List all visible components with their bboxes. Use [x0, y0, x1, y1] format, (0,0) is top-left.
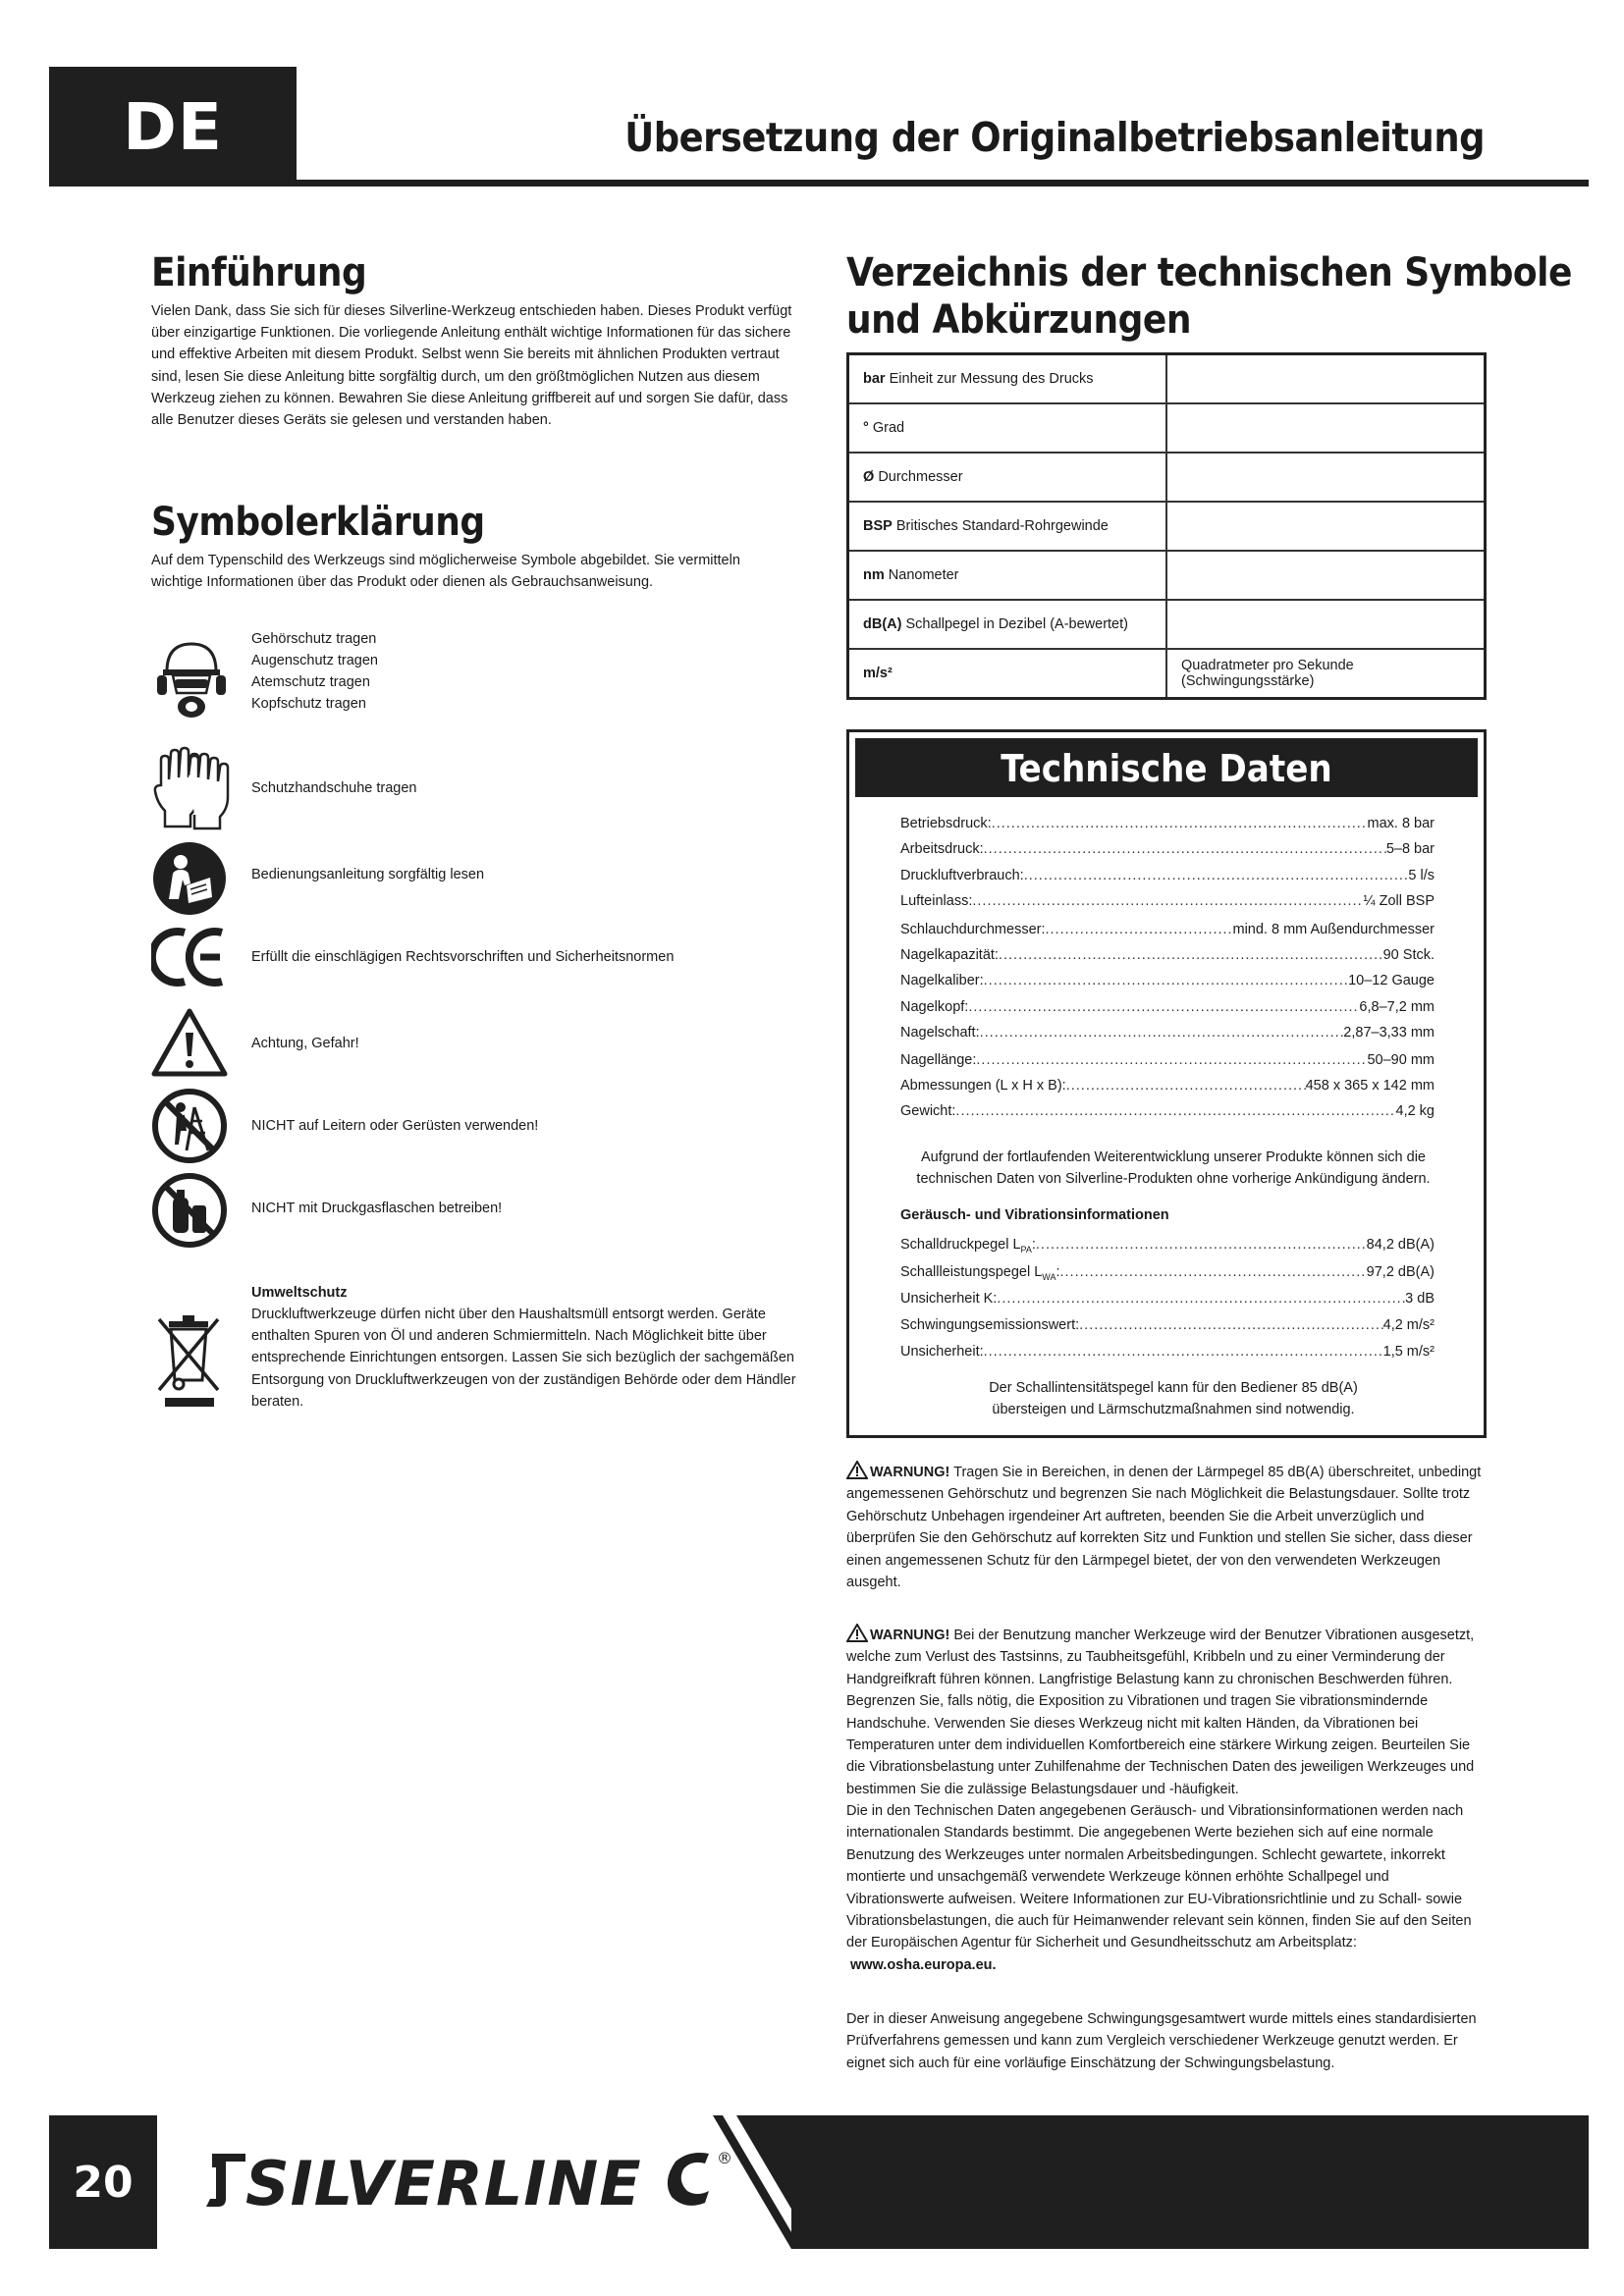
abbreviation-right-cell	[1166, 600, 1486, 649]
abbreviation-row	[848, 403, 1486, 453]
spec-row	[900, 920, 1435, 939]
tech-data-box	[846, 729, 1487, 1438]
info-text: Die in den Technischen Daten angegebenen Geräusch- und Vibrationsinformationen werden nach internationalen Standards bestimmt. Die angegebenen Werte beziehen sich auf eine normale Benutzung des Werkzeuges unter normalen Arbeitsbedingungen. Schlecht gewartete, inkorrekt montierte und unsachgemäß verwendete Werkzeuge können erhöhte Schallpegel und Vibrationswerte aufweisen. Weitere Informationen zur EU-Vibrationsrichtlinie und zu Schall- sowie Vibrationsbelastungen, die auch für Heimanwender relevant sein können, finden Sie auf den Seiten der Europäischen Agentur für Sicherheit und Gesundheitsschutz am Arbeitsplatz:	[846, 1803, 1472, 1951]
spec-row	[900, 891, 1435, 911]
spec-label: Nagellänge:	[900, 1052, 977, 1068]
symbol-text-no-ladder: NICHT auf Leitern oder Gerüsten verwenden!	[251, 1118, 539, 1134]
spec-value: 97,2 dB(A)	[1366, 1264, 1435, 1280]
spec-label: Nagelkapazität:	[900, 947, 999, 963]
spec-row	[900, 1101, 1435, 1121]
ce-mark-icon	[151, 925, 228, 989]
abbreviation-row	[848, 354, 1486, 404]
spec-leader	[968, 997, 1359, 1017]
safety-gear-icon	[151, 636, 232, 724]
abbreviation-row	[848, 649, 1486, 699]
no-gas-cylinder-icon	[151, 1172, 228, 1249]
spec-value: 6,8–7,2 mm	[1359, 999, 1435, 1015]
abbreviation-cell	[848, 453, 1167, 502]
warning-triangle-icon	[846, 1624, 868, 1642]
abbreviation-symbol: BSP	[863, 518, 893, 534]
spec-value: 50–90 mm	[1367, 1052, 1435, 1068]
spec-value: 1,5 m/s²	[1382, 1344, 1435, 1360]
spec-leader	[955, 1101, 1395, 1121]
spec-leader	[997, 1289, 1405, 1308]
warning-noise	[846, 1461, 1487, 1593]
language-code-box	[49, 67, 297, 187]
gloves-icon	[151, 746, 232, 830]
spec-value: ¼ Zoll BSP	[1363, 893, 1435, 909]
spec-leader	[976, 1050, 1367, 1070]
spec-row	[900, 971, 1435, 990]
spec-value: 2,87–3,33 mm	[1343, 1025, 1435, 1041]
final-text: Der in dieser Anweisung angegebene Schwingungsgesamtwert wurde mittels eines standardisierten Prüfverfahrens gemessen und kann zum Vergleich verschiedener Werkzeuge genutzt werden. Er eignet sich auch für eine vorläufige Einschätzung der Schwingungsbelastung.	[846, 2011, 1477, 2071]
spec-label	[900, 1315, 1079, 1335]
spec-value: 84,2 dB(A)	[1366, 1237, 1435, 1253]
abbreviation-row	[848, 502, 1486, 551]
spec-row	[900, 1076, 1435, 1095]
abbreviation-cell	[848, 502, 1167, 551]
warning-triangle-icon	[846, 1461, 868, 1479]
spec-value: 5–8 bar	[1385, 841, 1435, 857]
spec-leader	[1046, 920, 1233, 939]
spec-leader	[984, 839, 1386, 859]
abbreviation-cell	[848, 649, 1167, 699]
silverline-logo	[206, 2142, 756, 2227]
spec-leader	[999, 945, 1383, 965]
spec-label-text: Unsicherheit K:	[900, 1291, 998, 1307]
spec-label: Abmessungen (L x H x B):	[900, 1078, 1066, 1094]
spec-label-sub: PA	[1020, 1244, 1032, 1255]
spec-row	[900, 814, 1435, 833]
spec-leader	[980, 1023, 1344, 1042]
spec-label-sub: WA	[1042, 1271, 1056, 1282]
spec-label: Schlauchdurchmesser:	[900, 922, 1046, 937]
spec-label: Gewicht:	[900, 1103, 956, 1119]
warning-text: Tragen Sie in Bereichen, in denen der Lärmpegel 85 dB(A) überschreitet, unbedingt angemessenen Gehörschutz und begrenzen Sie nach Möglichkeit die Belastungsdauer. Sollte trotz Gehörschutz Unbehagen irgendeiner Art auftreten, beenden Sie die Arbeit unverzüglich und überprüfen Sie den Gehörschutz auf korrekten Sitz und Funktion und stellen Sie sicher, dass dieser einen angemessenen Schutz für den Lärmpegel bietet, der von den verwendeten Werkzeugen ausgeht.	[846, 1465, 1482, 1591]
spec-row	[900, 945, 1435, 965]
intro-heading: Einführung	[151, 250, 367, 295]
spec-label-text: Schwingungsemissionswert:	[900, 1317, 1080, 1333]
noise-spec-row	[900, 1235, 1435, 1259]
spec-leader	[984, 1342, 1383, 1362]
abbreviation-right-cell: Quadratmeter pro Sekunde (Schwingungsstärke)	[1166, 649, 1486, 699]
noise-spec-row	[900, 1289, 1435, 1308]
logo-text: SILVERLINE	[245, 2148, 642, 2219]
symbol-line: Atemschutz tragen	[251, 674, 370, 690]
abbreviation-cell	[848, 551, 1167, 600]
abbreviation-symbol: dB(A)	[863, 616, 902, 632]
abbreviation-description: Durchmesser	[878, 469, 963, 485]
abbreviation-symbol: °	[863, 420, 869, 436]
spec-leader	[1066, 1076, 1306, 1095]
spec-label	[900, 1342, 984, 1362]
page-title: Übersetzung der Originalbetriebsanleitung	[624, 114, 1485, 161]
abbreviation-cell	[848, 403, 1167, 453]
spec-value: 5 l/s	[1408, 868, 1435, 883]
abbreviation-symbol: Ø	[863, 469, 875, 485]
abbreviation-row	[848, 600, 1486, 649]
osha-link[interactable]: www.osha.europa.eu.	[850, 1956, 997, 1973]
abbreviation-description: Einheit zur Messung des Drucks	[889, 371, 1094, 387]
abbreviation-right-cell	[1166, 502, 1486, 551]
warning-label: WARNUNG!	[870, 1465, 950, 1480]
spec-value: 4,2 kg	[1395, 1103, 1435, 1119]
spec-value: 4,2 m/s²	[1382, 1317, 1435, 1333]
abbreviation-right-cell	[1166, 354, 1486, 404]
symbol-line: Kopfschutz tragen	[251, 696, 366, 712]
symbol-text-gloves: Schutzhandschuhe tragen	[251, 780, 417, 796]
noise-spec-row	[900, 1262, 1435, 1287]
symbol-text-read-manual: Bedienungsanleitung sorgfältig lesen	[251, 867, 485, 882]
environment-title: Umweltschutz	[251, 1285, 348, 1301]
noise-note: Der Schallintensitätspegel kann für den Bediener 85 dB(A) übersteigen und Lärmschutzmaßnahmen sind notwendig.	[989, 1380, 1358, 1417]
abbreviation-row	[848, 453, 1486, 502]
spec-row	[900, 1050, 1435, 1070]
abbreviation-row	[848, 551, 1486, 600]
spec-value: max. 8 bar	[1367, 816, 1435, 831]
abbreviation-right-cell	[1166, 453, 1486, 502]
abbreviations-heading-line1: Verzeichnis der technischen Symbole	[846, 250, 1572, 295]
language-code: DE	[123, 88, 223, 165]
spec-label-text: Schalldruckpegel L	[900, 1237, 1021, 1253]
symbol-text-no-gas-cylinder: NICHT mit Druckgasflaschen betreiben!	[251, 1201, 503, 1216]
spec-leader	[972, 891, 1363, 911]
warning-text: Bei der Benutzung mancher Werkzeuge wird der Benutzer Vibrationen ausgesetzt, welche zum Verlust des Tastsinns, zu Taubheitsgefühl, Kribbeln und zu einer Verminderung der Handgreifkraft führen können. Langfristige Belastung kann zu chronischen Beschwerden führen. Begrenzen Sie, falls nötig, die Exposition zu Vibrationen und tragen Sie vibrationsmindernde Handschuhe. Verwenden Sie dieses Werkzeug nicht mit kalten Händen, da Vibrationen bei Temperaturen unter dem individuellen Komfortbereich eine stärkere Wirkung zeigen. Beurteilen Sie die Vibrationsbelastung unter Zuhilfenahme der Technischen Daten des jeweiligen Werkzeuges und bestimmen Sie die zulässige Belastungsdauer und -häufigkeit.	[846, 1628, 1475, 1797]
abbreviations-heading-line2: und Abkürzungen	[846, 297, 1191, 343]
tech-data-title: Technische Daten	[855, 738, 1478, 797]
spec-label-text: Schallleistungspegel L	[900, 1264, 1043, 1280]
symbol-text-ce: Erfüllt die einschlägigen Rechtsvorschriften und Sicherheitsnormen	[251, 949, 675, 965]
abbreviation-cell	[848, 354, 1167, 404]
abbreviation-description: Grad	[872, 420, 905, 436]
noise-title: Geräusch- und Vibrationsinformationen	[900, 1207, 1169, 1223]
symbol-text-safety-gear	[251, 628, 378, 715]
spec-value: 10–12 Gauge	[1348, 973, 1435, 988]
spec-row	[900, 839, 1435, 859]
abbreviation-description: Schallpegel in Dezibel (A-bewertet)	[905, 616, 1128, 632]
spec-leader	[1060, 1262, 1367, 1287]
environment-text: Druckluftwerkzeuge dürfen nicht über den Haushaltsmüll entsorgt werden. Geräte enthalten Spuren von Öl und anderen Schmiermitteln. Nach Möglichkeit bitte über entsprechende Einrichtungen entsorgen. Lassen Sie sich bezüglich der sachgemäßen Entsorgung von Druckluftwerkzeugen von der zuständigen Behörde oder dem Händler beraten.	[251, 1307, 796, 1410]
abbreviation-description: Nanometer	[888, 567, 959, 583]
abbreviation-right-cell	[1166, 551, 1486, 600]
spec-label: Schallleistungspegel $L_{WA}$:	[900, 1264, 1060, 1282]
spec-value: 3 dB	[1405, 1291, 1435, 1307]
noise-spec-row	[900, 1342, 1435, 1362]
symbol-line: Gehörschutz tragen	[251, 631, 377, 647]
spec-value: 90 Stck.	[1382, 947, 1435, 963]
spec-label: Nagelkopf:	[900, 999, 969, 1015]
header-rule	[49, 180, 1589, 187]
symbols-heading: Symbolerklärung	[151, 500, 485, 545]
intro-text: Vielen Dank, dass Sie sich für dieses Silverline-Werkzeug entschieden haben. Dieses Produkt verfügt über einzigartige Funktionen. Die vorliegende Anleitung enthält wichtige Informationen für das sichere und effektive Arbeiten mit diesem Produkt. Selbst wenn Sie bereits mit ähnlichen Produkten vertraut sind, lesen Sie diese Anleitung bitte sorgfältig durch, um den größtmöglichen Nutzen aus diesem Werkzeug ziehen zu können. Bewahren Sie diese Anleitung griffbereit auf und sorgen Sie dafür, dass alle Benutzer dieses Geräts sie gelesen und verstanden haben.	[151, 303, 792, 429]
symbol-text-warning: Achtung, Gefahr!	[251, 1036, 359, 1051]
page-number: 20	[73, 2157, 134, 2208]
abbreviation-cell	[848, 600, 1167, 649]
tech-note: Aufgrund der fortlaufenden Weiterentwicklung unserer Produkte können sich die technischen Daten von Silverline-Produkten ohne vorherige Ankündigung ändern.	[916, 1149, 1431, 1187]
warning-label: WARNUNG!	[870, 1628, 950, 1643]
spec-leader	[1036, 1235, 1367, 1259]
spec-value: mind. 8 mm Außendurchmesser	[1232, 922, 1435, 937]
spec-row	[900, 866, 1435, 885]
spec-row	[900, 997, 1435, 1017]
spec-leader	[1079, 1315, 1382, 1335]
warning-triangle-icon	[151, 1007, 228, 1078]
spec-label: Betriebsdruck:	[900, 816, 992, 831]
spec-row	[900, 1023, 1435, 1042]
spec-label: Nagelschaft:	[900, 1025, 980, 1041]
abbreviation-symbol: bar	[863, 371, 886, 387]
spec-leader	[984, 971, 1348, 990]
spec-label: Arbeitsdruck:	[900, 841, 984, 857]
spec-label-text: Unsicherheit:	[900, 1344, 984, 1360]
read-manual-icon	[151, 840, 228, 917]
abbreviations-heading	[846, 249, 1572, 344]
abbreviation-symbol: nm	[863, 567, 885, 583]
spec-label: Nagelkaliber:	[900, 973, 984, 988]
abbreviation-right-cell	[1166, 403, 1486, 453]
noise-vibration-info	[846, 1800, 1487, 1976]
registered-mark: ®	[717, 2149, 732, 2167]
no-ladder-icon	[151, 1088, 228, 1164]
abbreviation-description: Britisches Standard-Rohrgewinde	[895, 518, 1109, 534]
spec-value: 458 x 365 x 142 mm	[1305, 1078, 1435, 1094]
spec-leader	[992, 814, 1368, 833]
spec-label: Lufteinlass:	[900, 893, 973, 909]
symbol-line: Augenschutz tragen	[251, 653, 378, 668]
abbreviation-symbol: m/s²	[863, 666, 893, 681]
weee-bin-icon	[155, 1311, 224, 1415]
spec-leader	[1024, 866, 1409, 885]
spec-label	[900, 1289, 997, 1308]
symbols-text: Auf dem Typenschild des Werkzeugs sind möglicherweise Symbole abgebildet. Sie vermitteln wichtige Informationen über das Produkt oder dienen als Gebrauchsanweisung.	[151, 553, 740, 591]
spec-label: Druckluftverbrauch:	[900, 868, 1024, 883]
noise-spec-row	[900, 1315, 1435, 1335]
spec-label: Schalldruckpegel $L_{PA}$:	[900, 1237, 1036, 1255]
abbreviations-table	[846, 352, 1487, 700]
warning-vibration	[846, 1624, 1487, 1800]
